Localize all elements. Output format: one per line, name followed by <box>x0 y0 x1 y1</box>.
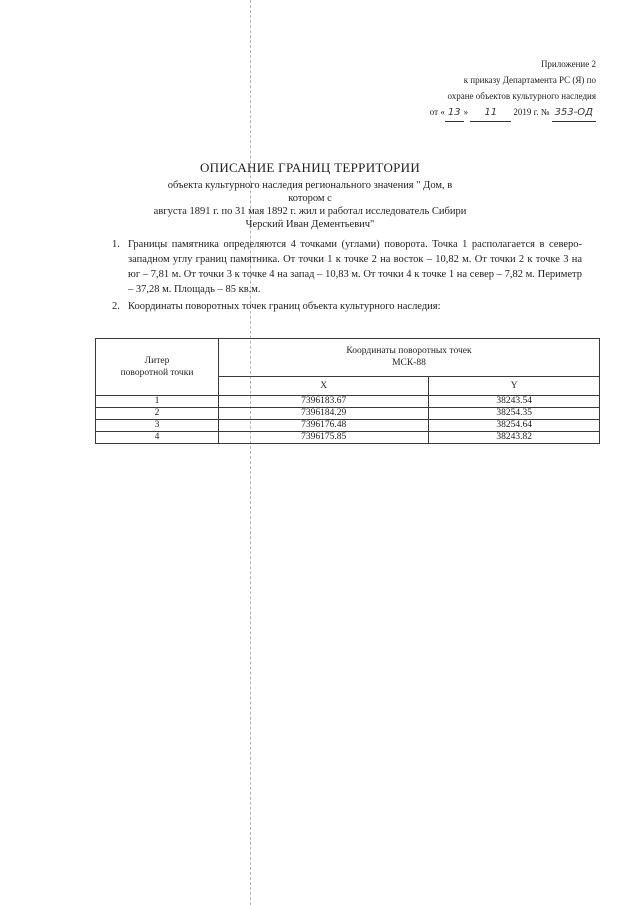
cell-point: 1 <box>96 396 219 408</box>
list-item-number: 1. <box>112 239 120 250</box>
header-liter <box>96 339 219 396</box>
header-x: X <box>219 376 429 395</box>
table-row <box>96 420 600 432</box>
date-month: 11 <box>470 105 511 122</box>
cell-y: 38243.54 <box>429 396 600 408</box>
cell-point: 4 <box>96 432 219 444</box>
cell-point: 3 <box>96 420 219 432</box>
cell-x: 7396175.85 <box>219 432 429 444</box>
approval-line-3: охране объектов культурного наследия <box>447 91 596 101</box>
approval-date-line <box>296 104 596 122</box>
numbered-list <box>112 237 582 316</box>
table-row <box>96 396 600 408</box>
list-item-number: 2. <box>112 301 120 312</box>
scan-fold-line <box>250 0 251 905</box>
cell-y: 38254.64 <box>429 420 600 432</box>
list-item-text: Координаты поворотных точек границ объекта культурного наследия: <box>128 301 441 312</box>
header-liter-line-1: Литер <box>144 356 170 366</box>
approval-line-1: Приложение 2 <box>540 59 596 69</box>
document-title: ОПИСАНИЕ ГРАНИЦ ТЕРРИТОРИИ <box>199 160 421 175</box>
date-prefix: от « <box>429 107 445 117</box>
cell-x: 7396176.48 <box>219 420 429 432</box>
order-number: 353-ОД <box>552 105 596 122</box>
list-item <box>112 299 582 314</box>
cell-x: 7396184.29 <box>219 408 429 420</box>
subtitle-line-1: объекта культурного наследия регионального значения " Дом, в котором с <box>167 180 453 204</box>
subtitle-line-2: августа 1891 г. по 31 мая 1892 г. жил и работал исследователь Сибири <box>153 206 467 217</box>
date-day: 13 <box>445 105 464 122</box>
table-row <box>96 432 600 444</box>
list-item-text: Границы памятника определяются 4 точками (углами) поворота. Точка 1 располагается в северо-западном углу границ памятника. От точки 1 к точке 2 на восток – 10,82 м. От точки 2 к точке 3 на юг – 7,81 м. От точки 3 к точке 4 на запад – 10,83 м. От точки 4 к точке 1 на север – 7,82 м. Периметр – 37,28 м. Площадь – 85 кв.м. <box>128 239 582 295</box>
header-coordinates-line-2: МСК-88 <box>392 358 426 369</box>
header-liter-line-2: поворотной точки <box>120 368 194 378</box>
header-y: Y <box>429 376 600 395</box>
table-row <box>96 408 600 420</box>
document-subtitle <box>150 179 470 231</box>
header-coordinates <box>219 339 600 377</box>
list-item <box>112 237 582 297</box>
cell-x: 7396183.67 <box>219 396 429 408</box>
date-mid: » <box>463 107 469 117</box>
approval-stamp-block <box>296 56 596 122</box>
subtitle-line-3: Черский Иван Дементьевич" <box>245 219 375 230</box>
title-block <box>150 160 470 231</box>
approval-line-2: к приказу Департамента РС (Я) по <box>463 75 596 85</box>
header-coordinates-line-1: Координаты поворотных точек <box>346 346 472 357</box>
cell-y: 38243.82 <box>429 432 600 444</box>
coordinates-table <box>95 338 600 444</box>
date-year: 2019 г. № <box>513 107 550 117</box>
cell-y: 38254.35 <box>429 408 600 420</box>
cell-point: 2 <box>96 408 219 420</box>
